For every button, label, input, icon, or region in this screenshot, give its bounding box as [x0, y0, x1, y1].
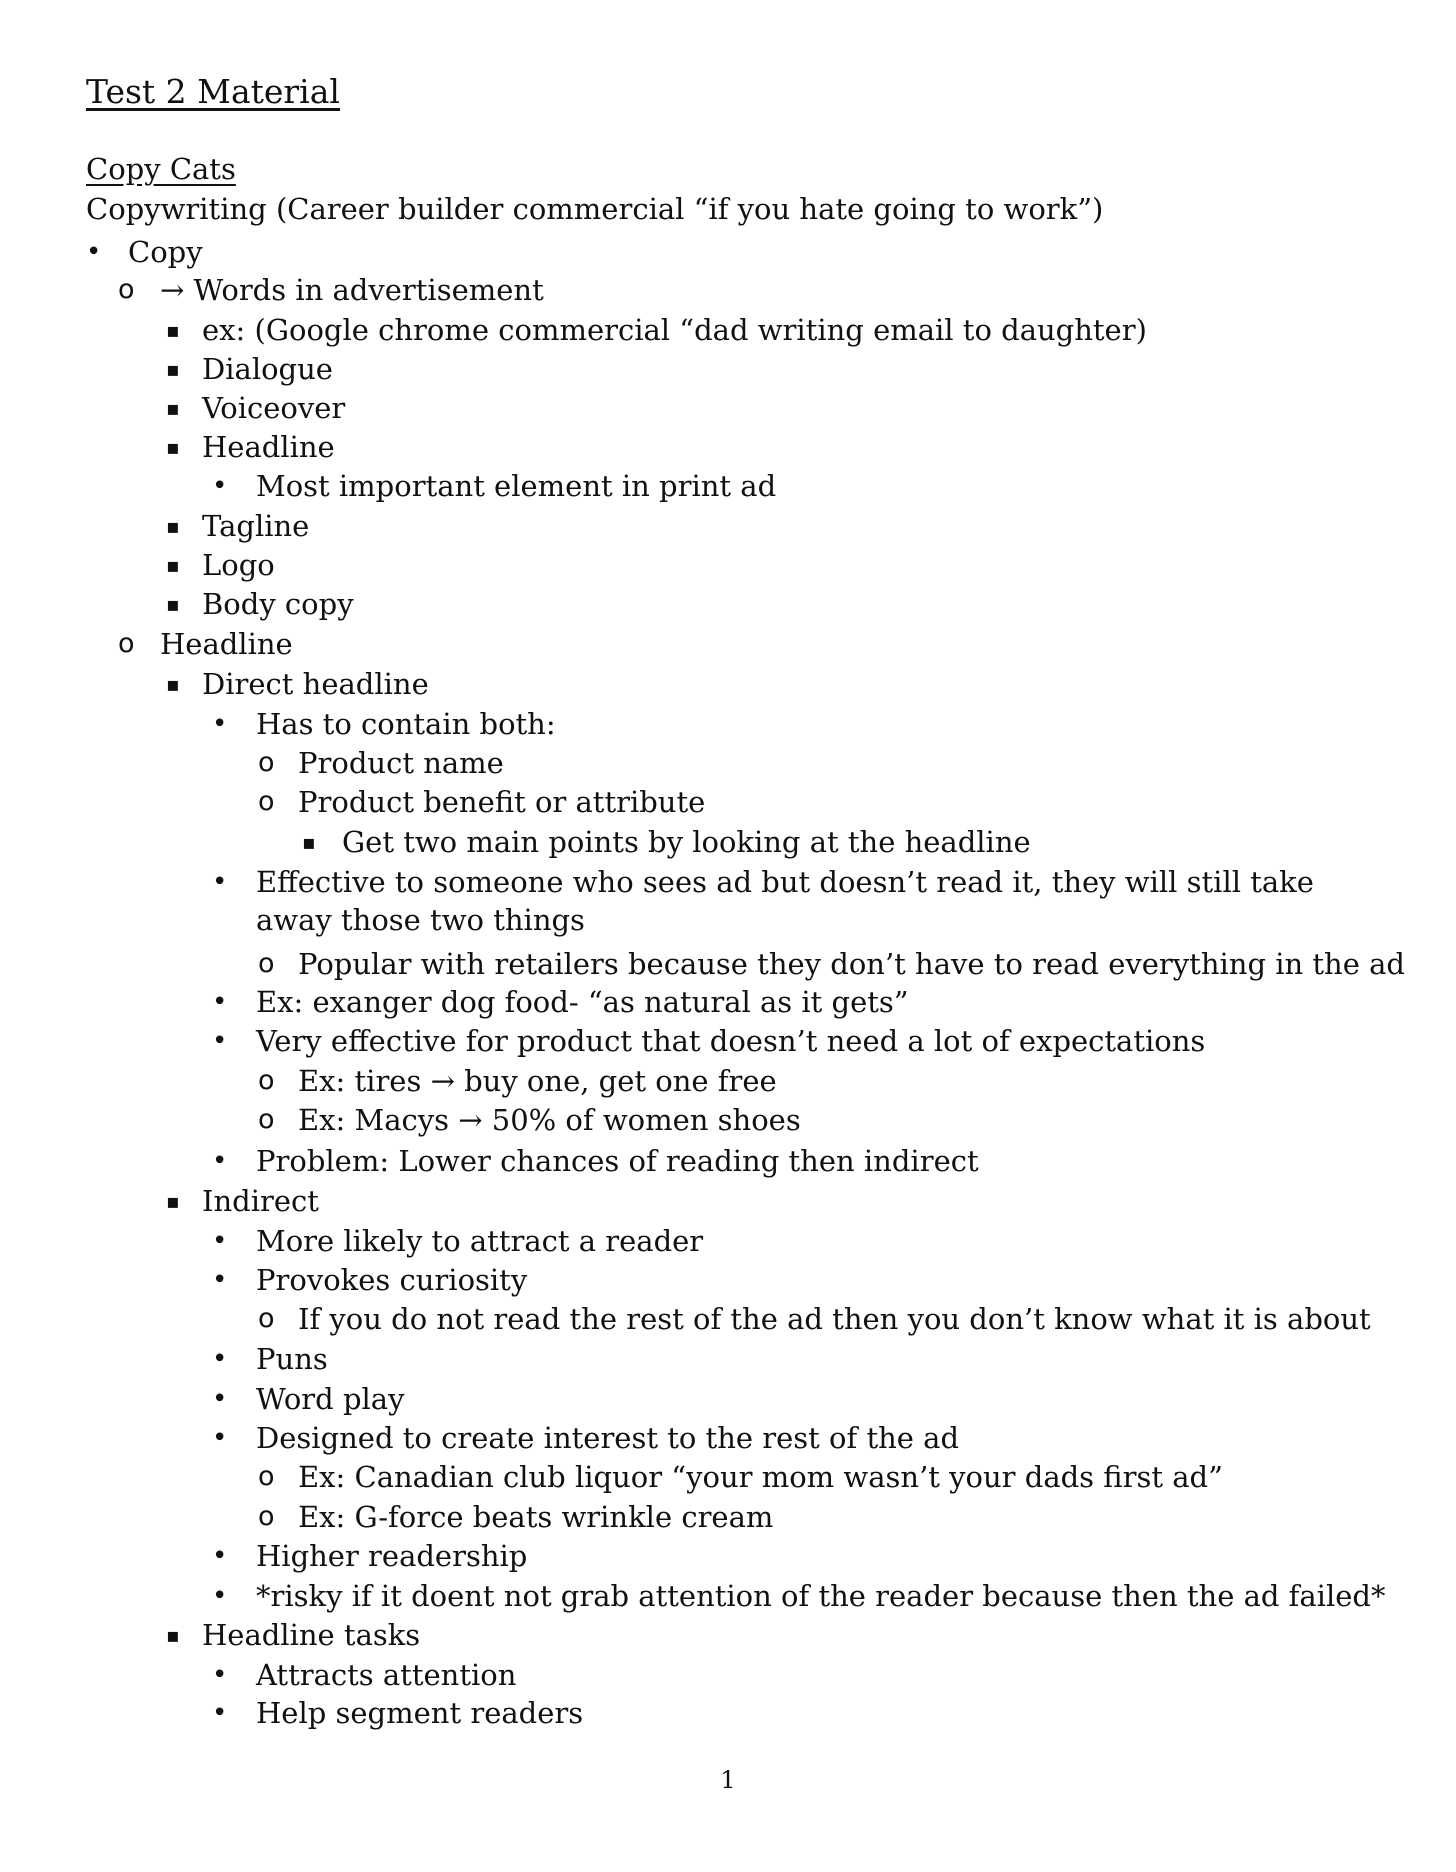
- dot-bullet-icon: •: [212, 1660, 228, 1690]
- outline-item-text: Ex: Canadian club liquor “your mom wasn’t your dads first ad”: [298, 1460, 1223, 1494]
- outline-item-text: Headline: [202, 430, 335, 464]
- outline-item-text: Most important element in print ad: [256, 469, 777, 503]
- dot-bullet-icon: •: [212, 867, 228, 897]
- outline-item-text: Body copy: [202, 587, 354, 621]
- page-number: 1: [720, 1766, 736, 1794]
- dot-bullet-icon: •: [212, 1581, 228, 1611]
- square-bullet-icon: ▪: [166, 514, 180, 538]
- outline-item-text: *risky if it doent not grab attention of the reader because then the ad failed*: [256, 1579, 1386, 1613]
- circle-bullet-icon: o: [258, 1461, 275, 1492]
- circle-bullet-icon: o: [258, 1065, 275, 1096]
- dot-bullet-icon: •: [212, 471, 228, 501]
- square-bullet-icon: ▪: [166, 1623, 180, 1647]
- outline-item-text: Direct headline: [202, 667, 429, 701]
- square-bullet-icon: ▪: [166, 396, 180, 420]
- dot-bullet-icon: •: [212, 1384, 228, 1414]
- outline-item-text: Ex: exanger dog food- “as natural as it gets”: [256, 985, 909, 1019]
- outline-item-text: Headline: [160, 627, 293, 661]
- outline-item-text: → Words in advertisement: [160, 273, 544, 307]
- outline-item-text: Ex: G-force beats wrinkle cream: [298, 1500, 774, 1534]
- circle-bullet-icon: o: [258, 747, 275, 778]
- square-bullet-icon: ▪: [166, 318, 180, 342]
- document-title: Test 2 Material: [86, 72, 340, 111]
- dot-bullet-icon: •: [212, 1541, 228, 1571]
- circle-bullet-icon: o: [258, 1501, 275, 1532]
- outline-item-text: Puns: [256, 1342, 328, 1376]
- outline-item-text: Headline tasks: [202, 1618, 421, 1652]
- outline-item-text: Ex: Macys → 50% of women shoes: [298, 1103, 801, 1137]
- circle-bullet-icon: o: [258, 1104, 275, 1135]
- outline-item-text: Ex: tires → buy one, get one free: [298, 1064, 777, 1098]
- dot-bullet-icon: •: [212, 1026, 228, 1056]
- dot-bullet-icon: •: [212, 1423, 228, 1453]
- outline-item-text: Voiceover: [202, 391, 346, 425]
- dot-bullet-icon: •: [212, 1344, 228, 1374]
- square-bullet-icon: ▪: [166, 435, 180, 459]
- outline-item-text: Dialogue: [202, 352, 333, 386]
- outline-item-text: Copy: [128, 235, 203, 269]
- outline-item-text: Attracts attention: [256, 1658, 517, 1692]
- section-heading: Copy Cats: [86, 152, 236, 186]
- circle-bullet-icon: o: [258, 786, 275, 817]
- outline-item-text: Logo: [202, 548, 275, 582]
- square-bullet-icon: ▪: [302, 830, 316, 854]
- outline-item-text: Higher readership: [256, 1539, 528, 1573]
- circle-bullet-icon: o: [118, 628, 135, 659]
- dot-bullet-icon: •: [212, 1698, 228, 1728]
- outline-item-text: Has to contain both:: [256, 707, 556, 741]
- dot-bullet-icon: •: [212, 1226, 228, 1256]
- outline-item-text: If you do not read the rest of the ad then you don’t know what it is about: [298, 1302, 1371, 1336]
- outline-item-text: Word play: [256, 1382, 405, 1416]
- outline-item-text: Indirect: [202, 1184, 319, 1218]
- outline-item-text: Popular with retailers because they don’t have to read everything in the ad: [298, 947, 1405, 981]
- outline-item-text: Designed to create interest to the rest of the ad: [256, 1421, 960, 1455]
- circle-bullet-icon: o: [258, 1303, 275, 1334]
- circle-bullet-icon: o: [258, 948, 275, 979]
- subheading: Copywriting (Career builder commercial “if you hate going to work”): [86, 192, 1104, 226]
- outline-item-text: Problem: Lower chances of reading then indirect: [256, 1144, 979, 1178]
- dot-bullet-icon: •: [86, 237, 102, 267]
- square-bullet-icon: ▪: [166, 553, 180, 577]
- outline-item-text: Product benefit or attribute: [298, 785, 706, 819]
- outline-item-text: Very effective for product that doesn’t need a lot of expectations: [256, 1024, 1206, 1058]
- dot-bullet-icon: •: [212, 1265, 228, 1295]
- square-bullet-icon: ▪: [166, 592, 180, 616]
- dot-bullet-icon: •: [212, 987, 228, 1017]
- outline-item-text: ex: (Google chrome commercial “dad writing email to daughter): [202, 313, 1147, 347]
- outline-item-text: Effective to someone who sees ad but doesn’t read it, they will still take away those two things: [256, 865, 1314, 937]
- dot-bullet-icon: •: [212, 1146, 228, 1176]
- outline-item-text: More likely to attract a reader: [256, 1224, 704, 1258]
- dot-bullet-icon: •: [212, 709, 228, 739]
- outline-item-text: Get two main points by looking at the headline: [342, 825, 1031, 859]
- outline-item-text: Provokes curiosity: [256, 1263, 528, 1297]
- square-bullet-icon: ▪: [166, 672, 180, 696]
- outline-item-text: Tagline: [202, 509, 310, 543]
- outline-item-text: Product name: [298, 746, 504, 780]
- outline-item-text: Help segment readers: [256, 1696, 584, 1730]
- square-bullet-icon: ▪: [166, 357, 180, 381]
- square-bullet-icon: ▪: [166, 1189, 180, 1213]
- circle-bullet-icon: o: [118, 274, 135, 305]
